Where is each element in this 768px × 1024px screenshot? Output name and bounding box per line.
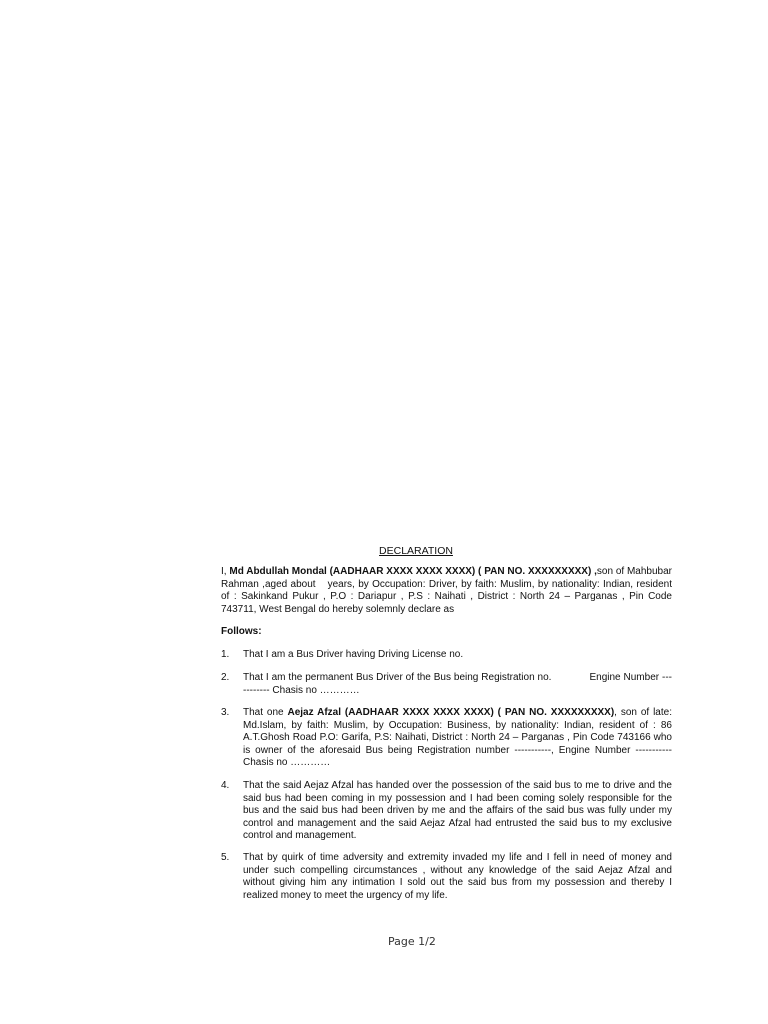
item-text-part: Engine Number ----------- Chasis no …………: [243, 672, 672, 696]
item-text: That I am a Bus Driver having Driving License no.: [243, 649, 464, 660]
item-text-part: That one: [243, 707, 288, 718]
item-text: [243, 672, 672, 697]
intro-prefix: I,: [221, 566, 230, 577]
owner-name: Aejaz Afzal (AADHAAR XXXX XXXX XXXX) ( PAN NO. XXXXXXXXX): [287, 707, 615, 718]
follows-label: Follows:: [221, 626, 262, 637]
item-text-part: , son of late: Md.Islam, by faith: Muslim, by Occupation: Business, by nationality: Indian, resident of : 86 A.T.Ghosh Road P.O: Garifa, P.S: Naihati, District : North 24 – Parganas , Pin Code 743166 who is owner of the aforesaid Bus being Registration number -----------, Engine Number ----------- Chasis no …………: [243, 707, 672, 768]
intro-paragraph: [221, 566, 672, 616]
item-number: 2.: [221, 672, 230, 683]
declarant-name: Md Abdullah Mondal (AADHAAR XXXX XXXX XXXX) ( PAN NO. XXXXXXXXX) ,: [229, 566, 597, 577]
item-number: 1.: [221, 649, 230, 660]
item-text: That the said Aejaz Afzal has handed over the possession of the said bus to me to drive and the said bus had been coming in my possession and I had been coming solely responsible for the bus and the said bus had been driven by me and the affairs of the said bus was fully under my control and management and the said Aejaz Afzal had entrusted the said bus to my exclusive control and management.: [243, 780, 672, 841]
item-text: That by quirk of time adversity and extremity invaded my life and I fell in need of money and under such compelling circumstances , without any knowledge of the said Aejaz Afzal and without giving him any intimation I sold out the said bus from my possession and thereby I realized money to meet the urgency of my life.: [243, 852, 672, 901]
declaration-title: DECLARATION: [379, 545, 453, 557]
intro-details: years, by Occupation: Driver, by faith: Muslim, by nationality: Indian, resident of : Sakinkand Pukur , P.O : Dariapur , P.S : Naihati , District : North 24 – Parganas , Pin Code 743711, West Bengal do hereby solemnly declare as: [221, 578, 672, 615]
item-number: 5.: [221, 852, 230, 863]
page-number: Page 1/2: [388, 935, 436, 948]
item-text-part: That I am the permanent Bus Driver of the Bus being Registration no.: [243, 672, 552, 683]
item-text: [243, 707, 672, 770]
item-number: 3.: [221, 707, 230, 718]
intro-parentage: son of Mahbubar Rahman ,aged about: [221, 566, 672, 590]
item-number: 4.: [221, 780, 230, 791]
